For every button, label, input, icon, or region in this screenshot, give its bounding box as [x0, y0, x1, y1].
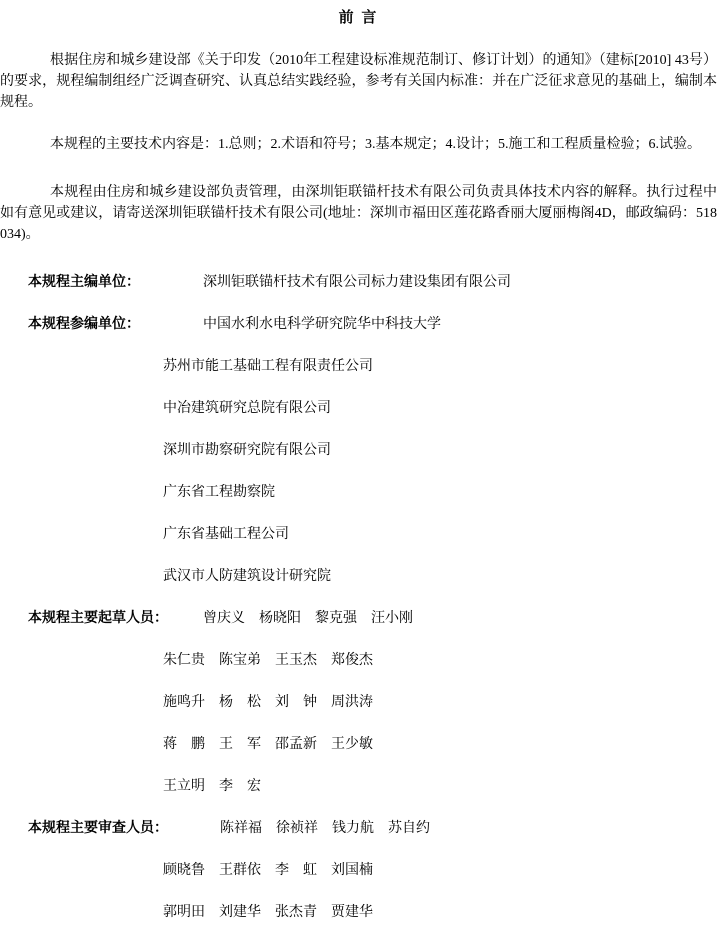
reviewers-names: 陈祥福 徐祯祥 钱力航 苏自约: [220, 821, 430, 836]
participating-unit-value: 中冶建筑研究总院有限公司: [163, 401, 331, 416]
participating-unit-value: 武汉市人防建筑设计研究院: [163, 569, 331, 584]
reviewers-row: [0, 902, 717, 923]
participating-unit-value: 中国水利水电科学研究院华中科技大学: [203, 317, 441, 332]
reviewers-row: [0, 860, 717, 881]
paragraph-management: 本规程由住房和城乡建设部负责管理，由深圳钜联锚杆技术有限公司负责具体技术内容的解释。执行过程中如有意见或建议，请寄送深圳钜联锚杆技术有限公司(地址：深圳市福田区莲花路香丽大厦丽梅阁4D，邮政编码：518034)。: [0, 185, 717, 242]
participating-unit-value: 广东省工程勘察院: [163, 485, 275, 500]
participating-unit-row: [0, 524, 717, 545]
drafters-row: [0, 776, 717, 797]
reviewers-names: 顾晓鲁 王群依 李 虹 刘国楠: [163, 863, 373, 878]
participating-unit-value: 广东省基础工程公司: [163, 527, 289, 542]
chief-editor-unit-value: 深圳钜联锚杆技术有限公司标力建设集团有限公司: [203, 275, 511, 290]
reviewers-names: 郭明田 刘建华 张杰青 贾建华: [163, 905, 373, 920]
paragraph-contents: 本规程的主要技术内容是：1.总则；2.术语和符号；3.基本规定；4.设计；5.施工和工程质量检验；6.试验。: [50, 137, 701, 152]
participating-unit-row: [0, 356, 717, 377]
page-title: 前 言: [338, 10, 379, 26]
reviewers-row: [0, 818, 717, 839]
drafters-names: 蒋 鹏 王 军 邵孟新 王少敏: [163, 737, 373, 752]
paragraph-basis: 根据住房和城乡建设部《关于印发（2010年工程建设标准规范制订、修订计划）的通知》（建标[2010] 43号）的要求，规程编制组经广泛调查研究、认真总结实践经验，参考有关国内标准：并在广泛征求意见的基础上，编制本规程。: [0, 53, 717, 110]
drafters-row: [0, 608, 717, 629]
drafters-label: 本规程主要起草人员：: [28, 611, 168, 626]
chief-editor-unit-row: [0, 272, 717, 293]
participating-unit-value: 苏州市能工基础工程有限责任公司: [163, 359, 373, 374]
participating-unit-value: 深圳市勘察研究院有限公司: [163, 443, 331, 458]
participating-unit-row: [0, 314, 717, 335]
participating-unit-row: [0, 398, 717, 419]
participating-unit-row: [0, 482, 717, 503]
drafters-row: [0, 650, 717, 671]
chief-editor-unit-label: 本规程主编单位：: [28, 275, 140, 290]
drafters-names: 王立明 李 宏: [163, 779, 261, 794]
participating-unit-row: [0, 440, 717, 461]
drafters-names: 朱仁贵 陈宝弟 王玉杰 郑俊杰: [163, 653, 373, 668]
participating-unit-row: [0, 566, 717, 587]
drafters-names: 施鸣升 杨 松 刘 钟 周洪涛: [163, 695, 373, 710]
participating-unit-label: 本规程参编单位：: [28, 317, 140, 332]
drafters-names: 曾庆义 杨晓阳 黎克强 汪小刚: [203, 611, 413, 626]
credits-section: [0, 272, 717, 923]
drafters-row: [0, 692, 717, 713]
reviewers-label: 本规程主要审查人员：: [28, 821, 168, 836]
drafters-row: [0, 734, 717, 755]
